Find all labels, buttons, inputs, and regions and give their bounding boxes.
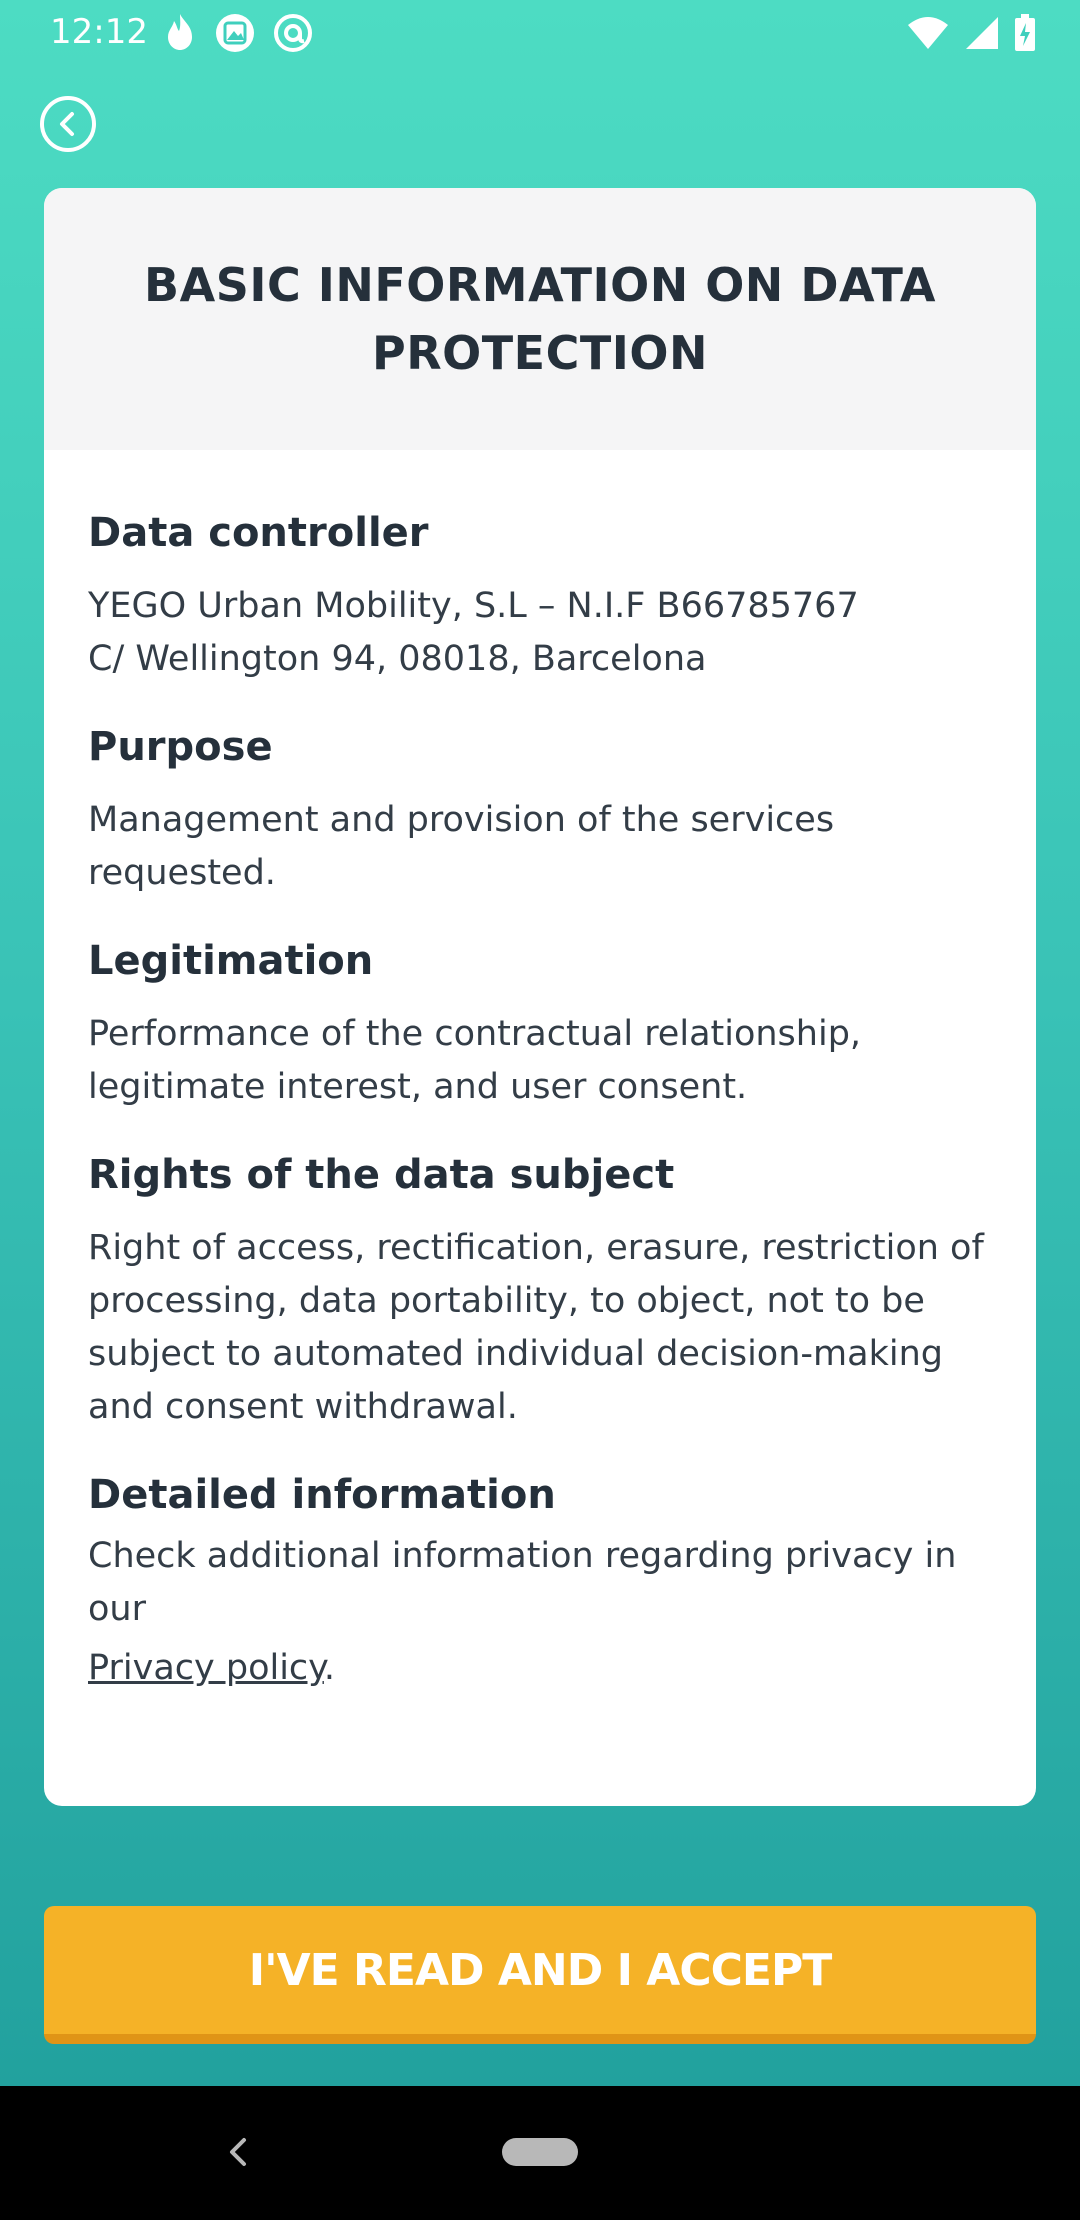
section-text: Management and provision of the services requested. — [88, 800, 835, 893]
accept-button[interactable]: I'VE READ AND I ACCEPT — [44, 1906, 1036, 2044]
card-title: BASIC INFORMATION ON DATA PROTECTION — [144, 258, 936, 380]
nav-home-pill-icon[interactable] — [502, 2138, 578, 2166]
back-button[interactable] — [40, 96, 96, 152]
section-data-controller — [88, 508, 992, 686]
status-bar — [0, 0, 1080, 68]
card-header — [44, 188, 1036, 450]
privacy-link-line — [88, 1642, 992, 1695]
wifi-icon — [906, 15, 950, 51]
system-nav-bar — [0, 2086, 1080, 2220]
privacy-policy-link[interactable]: Privacy policy — [88, 1648, 324, 1688]
data-protection-card — [44, 188, 1036, 1806]
section-legitimation — [88, 936, 992, 1114]
detailed-info-text: Check additional information regarding privacy in our — [88, 1536, 957, 1629]
section-detailed-information — [88, 1470, 992, 1695]
section-text: Right of access, rectification, erasure, restriction of processing, data portability, to object, not to be subject to automated individual decision-making and consent withdrawal. — [88, 1228, 984, 1427]
battery-charging-icon — [1014, 14, 1036, 52]
section-heading: Legitimation — [88, 938, 374, 984]
controller-line-2: C/ Wellington 94, 08018, Barcelona — [88, 639, 707, 679]
status-time: 12:12 — [50, 12, 148, 52]
status-right-icons — [906, 14, 1036, 52]
section-rights — [88, 1150, 992, 1434]
section-text: Performance of the contractual relationship, legitimate interest, and user consent. — [88, 1014, 862, 1107]
status-left-icons — [162, 12, 314, 54]
nav-back-icon[interactable] — [224, 2132, 252, 2172]
controller-line-1: YEGO Urban Mobility, S.L – N.I.F B66785767 — [88, 586, 859, 626]
section-text — [88, 580, 992, 686]
section-heading: Detailed information — [88, 1472, 556, 1518]
link-suffix: . — [323, 1648, 336, 1688]
at-sign-icon — [272, 12, 314, 54]
signal-icon — [964, 15, 1000, 51]
section-heading: Data controller — [88, 510, 429, 556]
image-icon — [214, 12, 256, 54]
card-body — [44, 450, 1036, 1695]
section-heading: Rights of the data subject — [88, 1152, 675, 1198]
section-purpose — [88, 722, 992, 900]
section-heading: Purpose — [88, 724, 273, 770]
chevron-left-circle-icon — [55, 111, 81, 137]
flame-icon — [162, 12, 198, 52]
section-text — [88, 1530, 992, 1695]
